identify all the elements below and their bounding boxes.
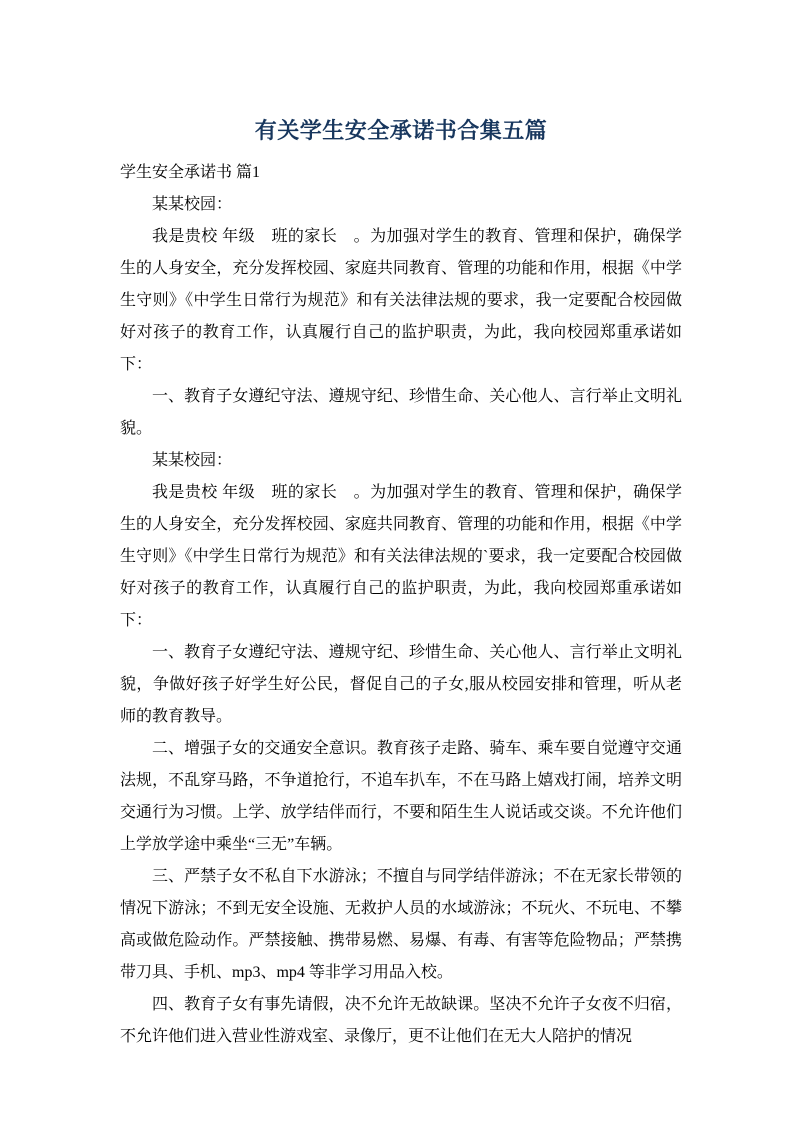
paragraph-item-3: 三、严禁子女不私自下水游泳；不擅自与同学结伴游泳；不在无家长带领的情况下游泳；不到无安全设施、无救护人员的水域游泳；不玩火、不玩电、不攀高或做危险动作。严禁接触、携带易燃、易爆、有毒、有害等危险物品；严禁携带刀具、手机、mp3、mp4 等非学习用品入校。 (120, 868, 682, 981)
document-title: 有关学生安全承诺书合集五篇 (254, 118, 548, 143)
paragraph-item-4: 四、教育子女有事先请假，决不允许无故缺课。坚决不允许子女夜不归宿，不允许他们进入营业性游戏室、录像厅，更不让他们在无大人陪护的情况 (120, 996, 682, 1045)
paragraph-intro-2: 我是贵校 年级 班的家长 。为加强对学生的教育、管理和保护，确保学生的人身安全，充分发挥校园、家庭共同教育、管理的功能和作用，根据《中学生守则》《中学生日常行为规范》和有关法律法规的`要求，我一定要配合校园做好对孩子的教育工作，认真履行自己的监护职责，为此，我向校园郑重承诺如下： (120, 484, 682, 629)
paragraph-item-2: 二、增强子女的交通安全意识。教育孩子走路、骑车、乘车要自觉遵守交通法规，不乱穿马路，不争道抢行，不追车扒车，不在马路上嬉戏打闹，培养文明交通行为习惯。上学、放学结伴而行，不要和陌生生人说话或交谈。不允许他们上学放学途中乘坐“三无”车辆。 (120, 740, 682, 853)
paragraph-item-1b: 一、教育子女遵纪守法、遵规守纪、珍惜生命、关心他人、言行举止文明礼貌，争做好孩子好学生好公民，督促自己的子女,服从校园安排和管理，听从老师的教育教导。 (120, 644, 682, 725)
paragraph-intro: 我是贵校 年级 班的家长 。为加强对学生的教育、管理和保护，确保学生的人身安全，充分发挥校园、家庭共同教育、管理的功能和作用，根据《中学生守则》《中学生日常行为规范》和有关法律法规的要求，我一定要配合校园做好对孩子的教育工作，认真履行自己的监护职责，为此，我向校园郑重承诺如下： (120, 228, 682, 373)
document-subtitle: 学生安全承诺书 篇1 (120, 164, 261, 181)
paragraph-salutation-2: 某某校园： (152, 452, 233, 469)
paragraph-salutation: 某某校园： (152, 196, 233, 213)
paragraph-item-1: 一、教育子女遵纪守法、遵规守纪、珍惜生命、关心他人、言行举止文明礼貌。 (120, 388, 682, 437)
